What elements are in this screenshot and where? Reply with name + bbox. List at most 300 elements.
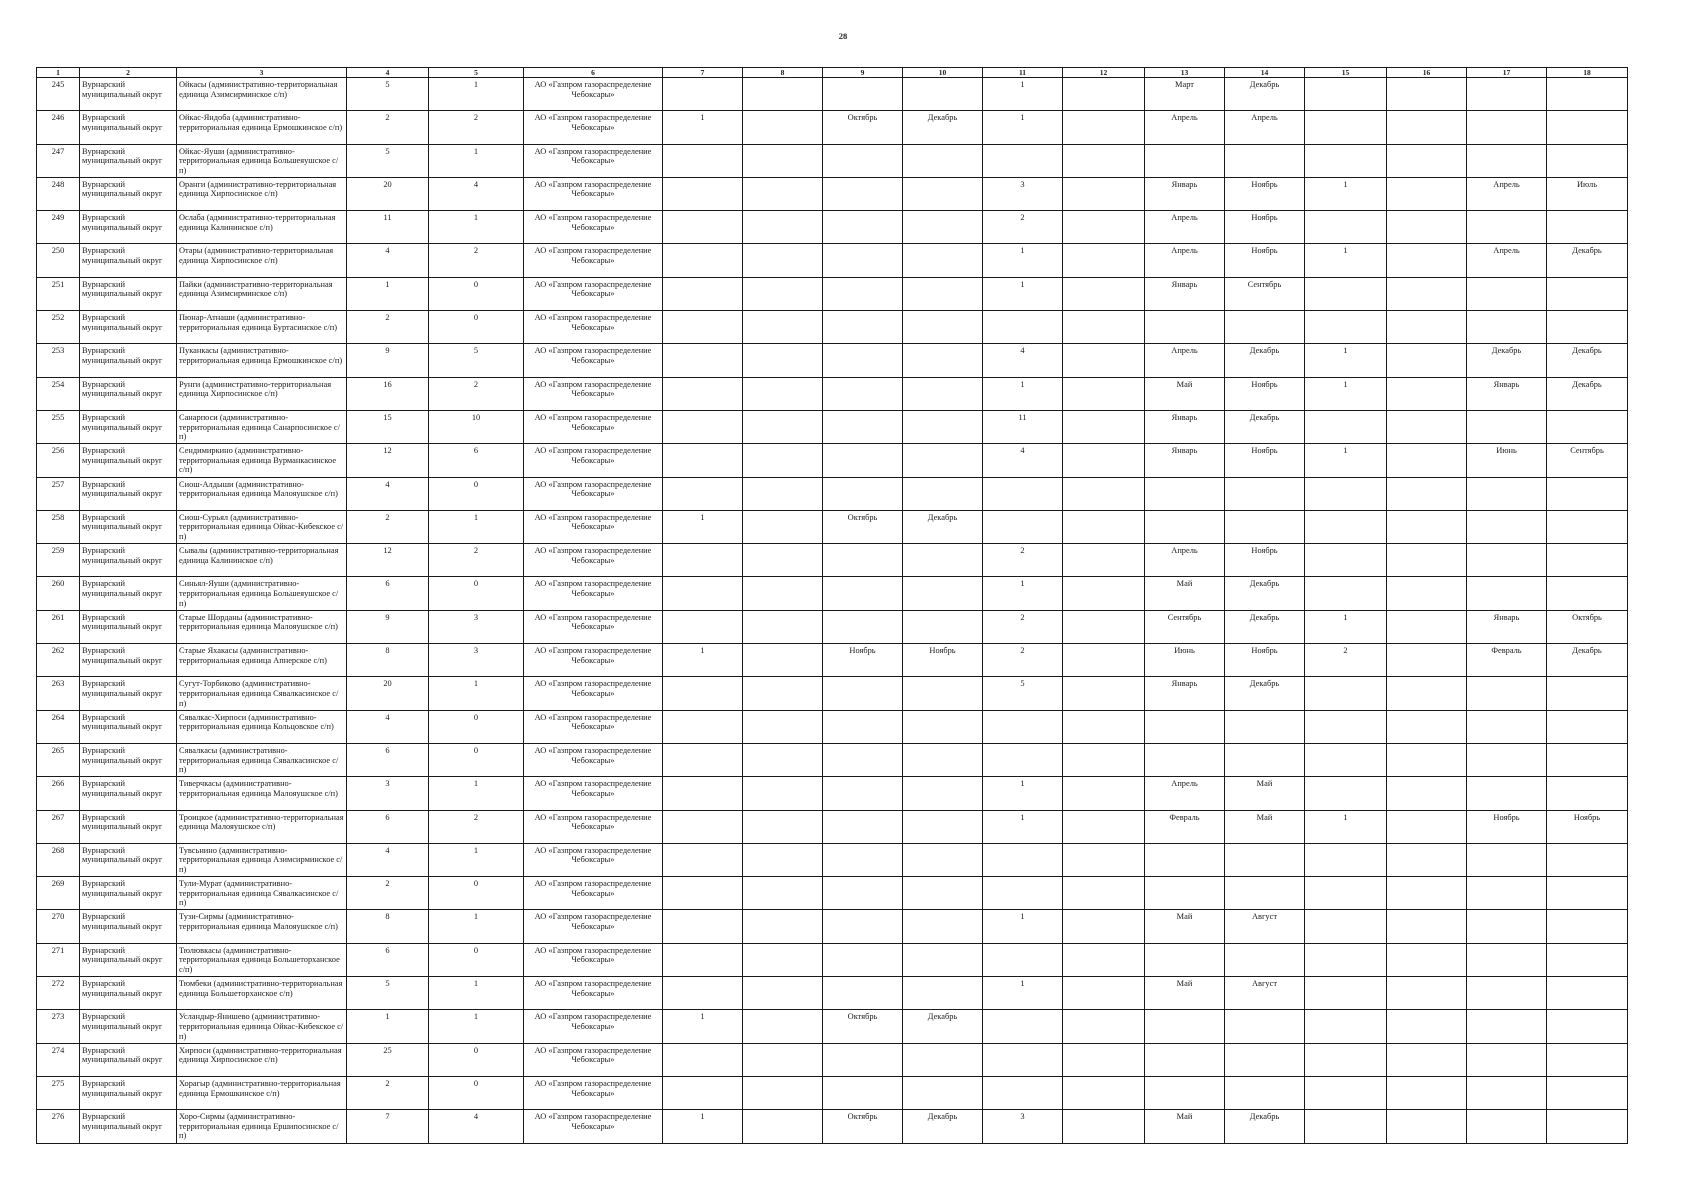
col-12-text (1063, 1044, 1144, 1076)
col-10-cell (903, 277, 983, 310)
col-8-text (743, 1110, 822, 1142)
col-18-cell (1547, 644, 1628, 677)
settlement-cell (177, 211, 347, 244)
organization-text: АО «Газпром газораспределение Чебоксары» (534, 845, 652, 865)
col-16-text (1387, 244, 1466, 276)
col-9-cell (823, 777, 903, 810)
col-18-text (1547, 278, 1627, 310)
col-7-cell (663, 777, 743, 810)
col-11-cell (983, 144, 1063, 177)
col-12-text (1063, 944, 1144, 976)
col-17-cell (1467, 1010, 1547, 1043)
col-5-text: 0 (473, 313, 479, 323)
col-18-text (1547, 577, 1627, 609)
district-cell (80, 977, 177, 1010)
col-8-text (743, 511, 822, 543)
col-7-text (663, 444, 742, 476)
col-9-text (823, 611, 902, 643)
col-10-cell (903, 710, 983, 743)
table-row (37, 410, 1628, 443)
col-10-cell (903, 510, 983, 543)
col-17-text (1467, 1077, 1546, 1109)
col-11-cell (983, 943, 1063, 976)
organization-text: АО «Газпром газораспределение Чебоксары» (534, 179, 652, 199)
col-8-cell (743, 311, 823, 344)
col-5-cell (429, 444, 524, 477)
col-16-cell (1387, 1076, 1467, 1109)
district-text: Вурнарский муниципальный округ (82, 812, 163, 832)
table-row (37, 610, 1628, 643)
row-number-text: 271 (51, 945, 65, 955)
col-16-cell (1387, 78, 1467, 111)
col-11-cell (983, 843, 1063, 876)
organization-text: АО «Газпром газораспределение Чебоксары» (534, 1078, 652, 1098)
col-13-cell (1145, 144, 1225, 177)
col-11-text (983, 744, 1062, 776)
col-12-text (1063, 311, 1144, 343)
col-18-cell (1547, 977, 1628, 1010)
col-11-text: 1 (1020, 812, 1025, 822)
organization-cell (524, 1010, 663, 1043)
col-17-text (1467, 478, 1546, 510)
table-row (37, 810, 1628, 843)
row-number-cell (37, 377, 80, 410)
header-cell-12: 12 (1063, 68, 1145, 78)
district-text: Вурнарский муниципальный округ (82, 612, 163, 632)
district-cell (80, 677, 177, 710)
col-7-cell (663, 211, 743, 244)
col-5-cell (429, 410, 524, 443)
district-text: Вурнарский муниципальный округ (82, 745, 163, 765)
organization-text: АО «Газпром газораспределение Чебоксары» (534, 1112, 652, 1131)
district-cell (80, 78, 177, 111)
col-7-cell (663, 410, 743, 443)
col-9-cell (823, 610, 903, 643)
organization-cell (524, 1043, 663, 1076)
col-4-text: 4 (385, 845, 390, 855)
settlement-cell (177, 910, 347, 943)
settlement-text: Сугут-Торбиково (административно-территориальная единица Сявалкасинское с/п) (179, 679, 339, 708)
organization-text: АО «Газпром газораспределение Чебоксары» (534, 745, 652, 765)
col-8-text (743, 1010, 822, 1042)
col-8-text (743, 111, 822, 143)
col-5-text: 2 (473, 113, 479, 123)
col-14-cell (1225, 777, 1305, 810)
col-16-cell (1387, 377, 1467, 410)
col-12-cell (1063, 843, 1145, 876)
col-5-cell (429, 943, 524, 976)
col-8-text (743, 777, 822, 809)
col-4-cell (347, 510, 429, 543)
header-cell-18: 18 (1547, 68, 1628, 78)
col-7-text (663, 977, 742, 1009)
col-11-cell (983, 1043, 1063, 1076)
col-4-cell (347, 1110, 429, 1143)
col-9-text (823, 844, 902, 876)
col-10-text: Декабрь (927, 512, 958, 522)
header-cell-16: 16 (1387, 68, 1467, 78)
col-11-text (983, 1077, 1062, 1109)
col-18-text (1547, 944, 1627, 976)
col-15-cell (1305, 277, 1387, 310)
col-7-text (663, 178, 742, 210)
col-5-cell (429, 510, 524, 543)
col-7-text (663, 844, 742, 876)
district-cell (80, 477, 177, 510)
col-15-text: 1 (1343, 612, 1348, 622)
col-17-cell (1467, 211, 1547, 244)
col-9-cell (823, 244, 903, 277)
col-16-cell (1387, 510, 1467, 543)
col-5-cell (429, 743, 524, 776)
col-8-text (743, 644, 822, 676)
col-14-cell (1225, 1043, 1305, 1076)
col-15-text (1305, 977, 1386, 1009)
col-7-text (663, 78, 742, 110)
settlement-cell (177, 444, 347, 477)
col-9-cell (823, 1043, 903, 1076)
col-15-cell (1305, 910, 1387, 943)
district-text: Вурнарский муниципальный округ (82, 679, 163, 698)
col-12-cell (1063, 577, 1145, 610)
col-8-cell (743, 211, 823, 244)
col-8-text (743, 944, 822, 976)
col-15-text (1305, 677, 1386, 709)
district-cell (80, 410, 177, 443)
col-15-cell (1305, 410, 1387, 443)
col-8-text (743, 411, 822, 443)
col-17-text: Июнь (1496, 446, 1517, 456)
col-13-cell (1145, 1110, 1225, 1143)
organization-cell (524, 577, 663, 610)
col-4-text: 12 (383, 546, 392, 556)
col-7-text (663, 311, 742, 343)
organization-cell (524, 510, 663, 543)
col-12-text (1063, 411, 1144, 443)
col-5-cell (429, 177, 524, 210)
col-9-cell (823, 410, 903, 443)
row-number-cell (37, 743, 80, 776)
col-17-cell (1467, 610, 1547, 643)
col-16-text (1387, 910, 1466, 942)
col-8-cell (743, 144, 823, 177)
row-number-cell (37, 544, 80, 577)
col-18-text: Декабрь (1572, 246, 1602, 256)
col-18-cell (1547, 877, 1628, 910)
col-5-text: 1 (473, 146, 479, 156)
col-8-cell (743, 1043, 823, 1076)
col-17-cell (1467, 78, 1547, 111)
col-11-cell (983, 544, 1063, 577)
col-16-text (1387, 844, 1466, 876)
col-13-text (1145, 1077, 1224, 1109)
col-18-text (1547, 111, 1627, 143)
col-11-cell (983, 710, 1063, 743)
col-15-cell (1305, 544, 1387, 577)
col-11-cell (983, 111, 1063, 144)
col-7-cell (663, 644, 743, 677)
page-number: 28 (838, 31, 848, 41)
col-7-text (663, 711, 742, 743)
col-4-text: 5 (385, 80, 390, 89)
col-15-cell (1305, 444, 1387, 477)
col-15-cell (1305, 111, 1387, 144)
col-8-cell (743, 777, 823, 810)
col-5-cell (429, 144, 524, 177)
table-row (37, 743, 1628, 776)
col-18-cell (1547, 544, 1628, 577)
col-12-cell (1063, 244, 1145, 277)
col-13-cell (1145, 177, 1225, 210)
col-10-cell (903, 1010, 983, 1043)
header-cell-17: 17 (1467, 68, 1547, 78)
col-14-cell (1225, 144, 1305, 177)
district-text: Вурнарский муниципальный округ (82, 213, 163, 232)
col-16-cell (1387, 344, 1467, 377)
organization-text: АО «Газпром газораспределение Чебоксары» (534, 1045, 652, 1065)
col-15-cell (1305, 311, 1387, 344)
col-9-text (823, 910, 902, 942)
col-14-cell (1225, 644, 1305, 677)
col-8-cell (743, 577, 823, 610)
col-14-cell (1225, 211, 1305, 244)
col-8-text (743, 544, 822, 576)
settlement-cell (177, 344, 347, 377)
col-11-text (983, 944, 1062, 976)
col-7-text (663, 378, 742, 410)
col-11-text (983, 711, 1062, 743)
col-9-text (823, 1077, 902, 1109)
col-17-cell (1467, 710, 1547, 743)
settlement-text: Сявалкас-Хирпоси (административно-территориальная единица Кольцовское с/п) (179, 712, 334, 732)
col-11-cell (983, 677, 1063, 710)
col-12-text (1063, 344, 1144, 376)
col-18-text (1547, 511, 1627, 543)
col-8-text (743, 244, 822, 276)
settlement-text: Троицкое (административно-территориальная единица Малояушское с/п) (179, 812, 344, 832)
col-12-text (1063, 244, 1144, 276)
col-5-cell (429, 977, 524, 1010)
settlement-cell (177, 144, 347, 177)
col-14-text: Декабрь (1249, 1112, 1280, 1122)
col-16-cell (1387, 177, 1467, 210)
col-13-text: Январь (1171, 179, 1198, 189)
col-7-cell (663, 244, 743, 277)
col-9-cell (823, 1110, 903, 1143)
table-row (37, 244, 1628, 277)
col-14-cell (1225, 710, 1305, 743)
col-7-text (663, 478, 742, 510)
col-18-cell (1547, 743, 1628, 776)
col-12-text (1063, 910, 1144, 942)
district-cell (80, 244, 177, 277)
col-10-cell (903, 877, 983, 910)
col-18-cell (1547, 277, 1628, 310)
row-number-cell (37, 910, 80, 943)
col-14-text: Ноябрь (1251, 546, 1278, 556)
organization-text: АО «Газпром газораспределение Чебоксары» (534, 779, 652, 798)
col-10-text (903, 944, 982, 976)
row-number-text: 245 (51, 80, 65, 89)
col-16-text (1387, 278, 1466, 310)
col-16-text (1387, 311, 1466, 343)
table-body (37, 78, 1628, 1144)
col-16-cell (1387, 1043, 1467, 1076)
col-12-cell (1063, 977, 1145, 1010)
header-cell-3: 3 (177, 68, 347, 78)
col-10-cell (903, 477, 983, 510)
col-15-cell (1305, 477, 1387, 510)
col-11-text (983, 478, 1062, 510)
col-18-text (1547, 78, 1627, 110)
col-13-text: Январь (1171, 412, 1198, 422)
col-7-text (663, 411, 742, 443)
col-12-cell (1063, 510, 1145, 543)
col-17-cell (1467, 910, 1547, 943)
col-18-cell (1547, 843, 1628, 876)
col-9-cell (823, 743, 903, 776)
organization-cell (524, 977, 663, 1010)
col-10-text (903, 478, 982, 510)
organization-cell (524, 410, 663, 443)
col-17-cell (1467, 344, 1547, 377)
settlement-text: Сиош-Сурьял (административно-территориальная единица Ойкас-Кибекское с/п) (179, 512, 344, 542)
col-10-text (903, 78, 982, 110)
col-17-text: Февраль (1491, 646, 1522, 656)
settlement-text: Тюлювкасы (административно-территориальная единица Большеторханское с/п) (179, 945, 340, 974)
col-11-text: 1 (1020, 979, 1025, 989)
col-11-text (983, 511, 1062, 543)
settlement-cell (177, 410, 347, 443)
district-text: Вурнарский муниципальный округ (82, 1078, 163, 1098)
col-11-text (983, 145, 1062, 177)
col-8-cell (743, 344, 823, 377)
row-number-cell (37, 1076, 80, 1109)
col-18-text (1547, 910, 1627, 942)
organization-cell (524, 111, 663, 144)
col-17-text (1467, 1010, 1546, 1042)
col-8-cell (743, 78, 823, 111)
col-10-text (903, 311, 982, 343)
row-number-cell (37, 710, 80, 743)
row-number-cell (37, 477, 80, 510)
col-16-text (1387, 877, 1466, 909)
col-13-text: Сентябрь (1167, 612, 1202, 622)
col-7-text (663, 145, 742, 177)
col-4-cell (347, 1076, 429, 1109)
col-9-cell (823, 577, 903, 610)
col-16-cell (1387, 677, 1467, 710)
col-8-cell (743, 1110, 823, 1143)
col-8-cell (743, 644, 823, 677)
col-17-text (1467, 677, 1546, 709)
col-18-text (1547, 877, 1627, 909)
col-13-cell (1145, 743, 1225, 776)
col-18-cell (1547, 1076, 1628, 1109)
col-17-cell (1467, 144, 1547, 177)
district-text: Вурнарский муниципальный округ (82, 446, 163, 465)
col-11-text: 11 (1018, 412, 1027, 422)
col-12-text (1063, 78, 1144, 110)
col-8-cell (743, 477, 823, 510)
col-9-cell (823, 311, 903, 344)
table-row (37, 577, 1628, 610)
district-cell (80, 610, 177, 643)
settlement-cell (177, 510, 347, 543)
col-12-text (1063, 178, 1144, 210)
header-row (37, 68, 1628, 78)
col-12-cell (1063, 144, 1145, 177)
col-18-cell (1547, 910, 1628, 943)
col-4-cell (347, 344, 429, 377)
organization-text: АО «Газпром газораспределение Чебоксары» (534, 146, 652, 166)
settlement-text: Рунги (административно-территориальная единица Хирпосинское с/п) (179, 379, 332, 399)
col-16-text (1387, 777, 1466, 809)
header-cell-11: 11 (983, 68, 1063, 78)
col-15-cell (1305, 211, 1387, 244)
col-17-cell (1467, 777, 1547, 810)
col-4-text: 20 (383, 179, 392, 189)
col-9-text (823, 711, 902, 743)
district-cell (80, 943, 177, 976)
col-10-cell (903, 78, 983, 111)
col-16-cell (1387, 211, 1467, 244)
col-11-cell (983, 177, 1063, 210)
col-7-text (663, 211, 742, 243)
col-13-cell (1145, 810, 1225, 843)
col-13-cell (1145, 211, 1225, 244)
row-number-text: 246 (51, 113, 65, 123)
district-text: Вурнарский муниципальный округ (82, 1045, 163, 1065)
settlement-text: Сиош-Алдыши (административно-территориальная единица Малояушское с/п) (179, 479, 338, 499)
col-9-cell (823, 877, 903, 910)
col-13-cell (1145, 610, 1225, 643)
table-row (37, 477, 1628, 510)
col-9-text (823, 344, 902, 376)
col-16-text (1387, 1110, 1466, 1142)
district-cell (80, 843, 177, 876)
col-16-text (1387, 78, 1466, 110)
col-10-text (903, 977, 982, 1009)
col-7-text (663, 944, 742, 976)
col-14-cell (1225, 943, 1305, 976)
col-17-text: Январь (1493, 379, 1520, 389)
col-7-text (663, 244, 742, 276)
col-13-text: Май (1176, 579, 1193, 589)
col-16-cell (1387, 910, 1467, 943)
col-4-cell (347, 211, 429, 244)
settlement-cell (177, 1110, 347, 1143)
row-number-cell (37, 78, 80, 111)
col-16-cell (1387, 444, 1467, 477)
col-16-cell (1387, 111, 1467, 144)
col-14-text (1225, 877, 1304, 909)
col-17-cell (1467, 244, 1547, 277)
district-cell (80, 777, 177, 810)
col-12-text (1063, 977, 1144, 1009)
col-15-cell (1305, 510, 1387, 543)
col-11-cell (983, 743, 1063, 776)
col-9-cell (823, 910, 903, 943)
settlement-cell (177, 377, 347, 410)
col-9-text: Октябрь (847, 512, 878, 522)
settlement-cell (177, 777, 347, 810)
table-row (37, 377, 1628, 410)
col-7-cell (663, 743, 743, 776)
col-13-text (1145, 944, 1224, 976)
col-18-cell (1547, 211, 1628, 244)
col-13-cell (1145, 677, 1225, 710)
